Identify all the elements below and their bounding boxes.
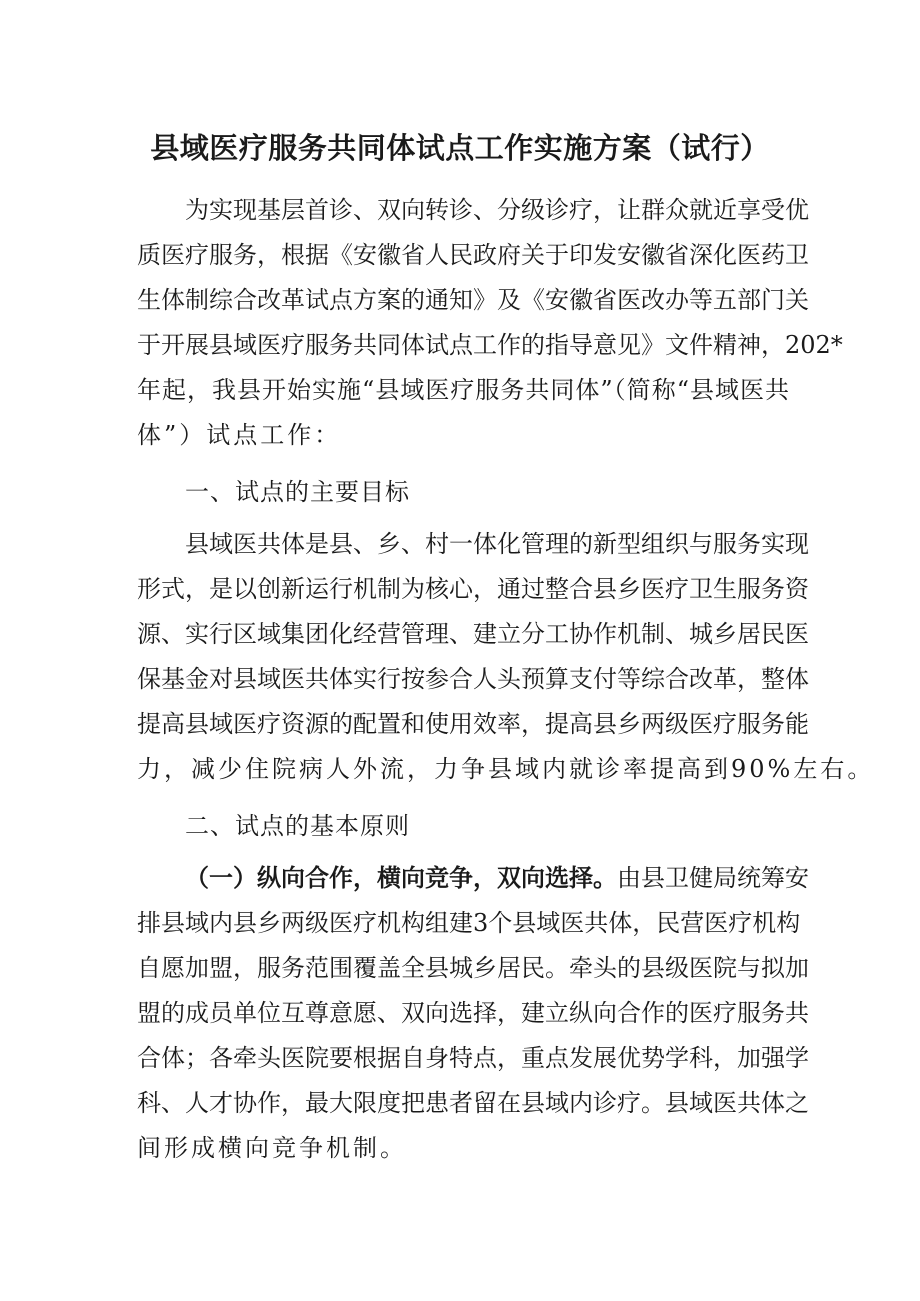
principle-1-lead-rest: 由县卫健局统筹安: [617, 864, 809, 892]
principle-1-line-5: 合体；各牵头医院要根据自身特点，重点发展优势学科，加强学: [137, 1044, 809, 1072]
principle-1-line-3: 自愿加盟，服务范围覆盖全县城乡居民。牵头的县级医院与拟加: [137, 954, 809, 982]
principle-1-lead: （一）纵向合作，横向竞争，双向选择。: [185, 863, 617, 892]
goals-line-2: 形式，是以创新运行机制为核心，通过整合县乡医疗卫生服务资: [137, 575, 809, 603]
principle-1-line-6: 科、人才协作，最大限度把患者留在县域内诊疗。县域医共体之: [137, 1089, 809, 1117]
document-title: 县域医疗服务共同体试点工作实施方案（试行）: [150, 131, 770, 165]
principle-1-line-1: [185, 860, 809, 896]
goals-line-5: 提高县域医疗资源的配置和使用效率，提高县乡两级医疗服务能: [137, 710, 809, 738]
principle-1-line-7: 间形成横向竞争机制。: [137, 1134, 407, 1162]
goals-line-4: 保基金对县域医共体实行按参合人头预算支付等综合改革，整体: [137, 665, 809, 693]
principle-1-line-2: 排县域内县乡两级医疗机构组建3个县域医共体，民营医疗机构: [137, 909, 801, 937]
intro-line-2: 质医疗服务，根据《安徽省人民政府关于印发安徽省深化医药卫: [137, 241, 809, 269]
goals-line-3: 源、实行区域集团化经营管理、建立分工协作机制、城乡居民医: [137, 620, 809, 648]
intro-line-1: 为实现基层首诊、双向转诊、分级诊疗，让群众就近享受优: [185, 196, 809, 224]
principle-1-line-4: 盟的成员单位互尊意愿、双向选择，建立纵向合作的医疗服务共: [137, 999, 809, 1027]
intro-line-3: 生体制综合改革试点方案的通知》及《安徽省医改办等五部门关: [137, 286, 809, 314]
goals-line-6: 力，减少住院病人外流，力争县域内就诊率提高到90%左右。: [137, 755, 875, 783]
intro-line-6: 体”）试点工作：: [137, 421, 342, 449]
intro-line-4: 于开展县域医疗服务共同体试点工作的指导意见》文件精神，202*: [137, 331, 843, 359]
goals-line-1: 县域医共体是县、乡、村一体化管理的新型组织与服务实现: [185, 530, 809, 558]
intro-line-5: 年起，我县开始实施“县域医疗服务共同体”（简称“县域医共: [137, 376, 789, 404]
section-heading-principles: 二、试点的基本原则: [185, 812, 410, 840]
section-heading-goals: 一、试点的主要目标: [185, 478, 410, 506]
